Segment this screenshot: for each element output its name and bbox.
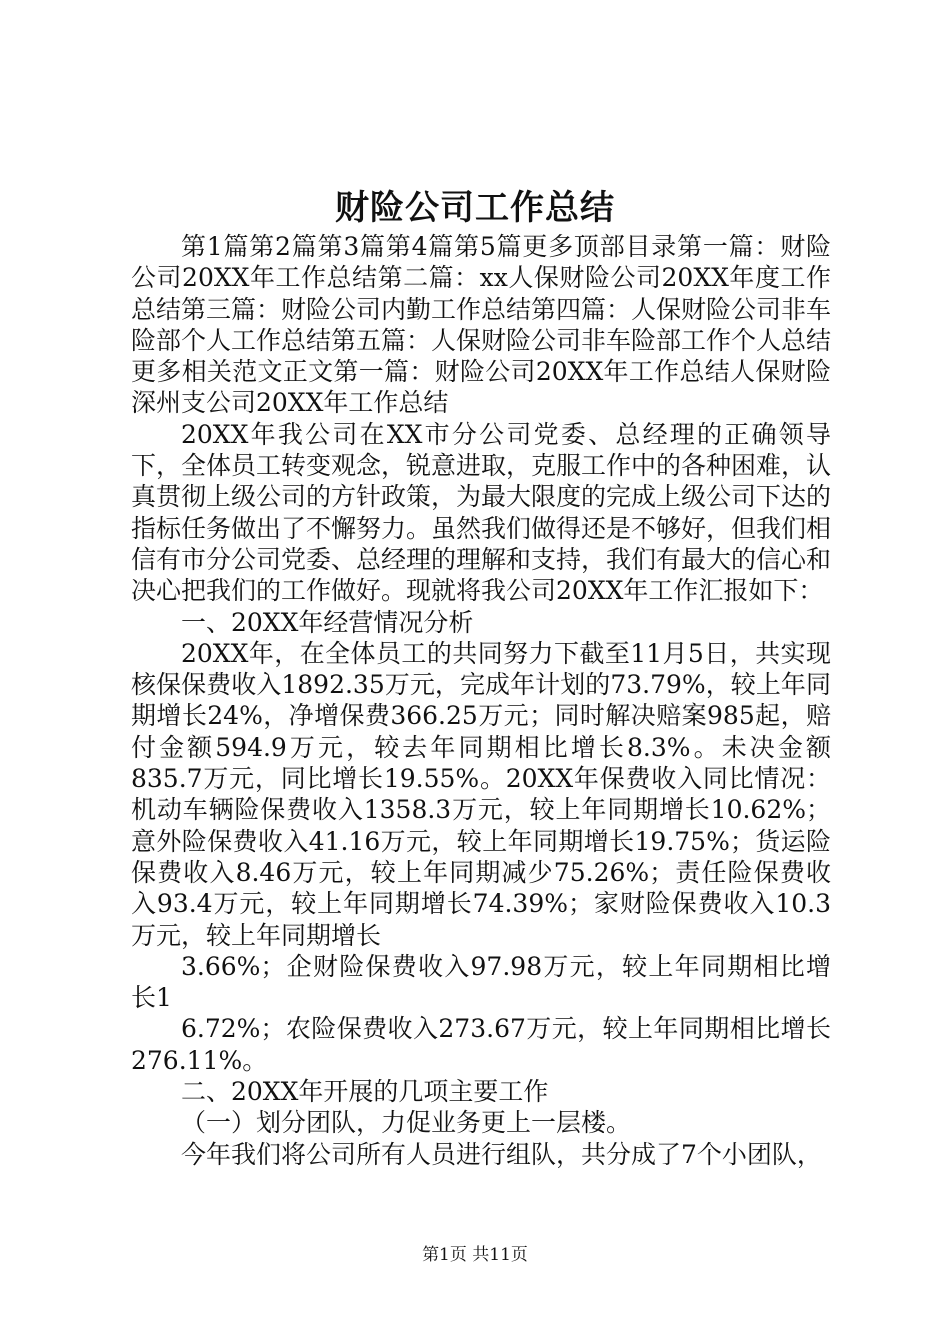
paragraph-agriculture: 6.72%；农险保费收入273.67万元，较上年同期相比增长276.11%。 (131, 1014, 831, 1075)
document-body (131, 231, 831, 1170)
section-heading-2: 二、20XX年开展的几项主要工作 (181, 1077, 549, 1107)
paragraph-teams: 今年我们将公司所有人员进行组队，共分成了7个小团队， (181, 1139, 822, 1169)
subsection-heading-1: （一）划分团队，力促业务更上一层楼。 (181, 1108, 632, 1138)
paragraph-intro: 20XX年我公司在XX市分公司党委、总经理的正确领导下，全体员工转变观念，锐意进取，克服工作中的各种困难，认真贯彻上级公司的方针政策，为最大限度的完成上级公司下达的指标任务做出了不懈努力。虽然我们做得还是不够好，但我们相信有市分公司党委、总经理的理解和支持，我们有最大的信心和决心把我们的工作做好。现就将我公司20XX年工作汇报如下： (131, 419, 832, 606)
page-footer: 第1页 共11页 (422, 1245, 528, 1265)
paragraph-enterprise-property: 3.66%；企财险保费收入97.98万元，较上年同期相比增长1 (131, 951, 831, 1013)
document-title: 财险公司工作总结 (335, 188, 615, 228)
paragraph-toc: 第1篇第2篇第3篇第4篇第5篇更多顶部目录第一篇：财险公司20XX年工作总结第二篇：xx人保财险公司20XX年度工作总结第三篇：财险公司内勤工作总结第四篇：人保财险公司非车险部个人工作总结第五篇：人保财险公司非车险部工作个人总结更多相关范文正文第一篇：财险公司20XX年工作总结人保财险深州支公司20XX年工作总结 (131, 232, 832, 418)
section-heading-1: 一、20XX年经营情况分析 (181, 607, 474, 637)
paragraph-business-analysis: 20XX年，在全体员工的共同努力下截至11月5日，共实现核保保费收入1892.35万元，完成年计划的73.79%，较上年同期增长24%，净增保费366.25万元；同时解决赔案985起，赔付金额594.9万元，较去年同期相比增长8.3%。未决金额835.7万元，同比增长19.55%。20XX年保费收入同比情况：机动车辆险保费收入1358.3万元，较上年同期增长10.62%；意外险保费收入41.16万元，较上年同期增长19.75%；货运险保费收入8.46万元，较上年同期减少75.26%；责任险保费收入93.4万元，较上年同期增长74.39%；家财险保费收入10.3万元，较上年同期增长 (131, 638, 831, 950)
